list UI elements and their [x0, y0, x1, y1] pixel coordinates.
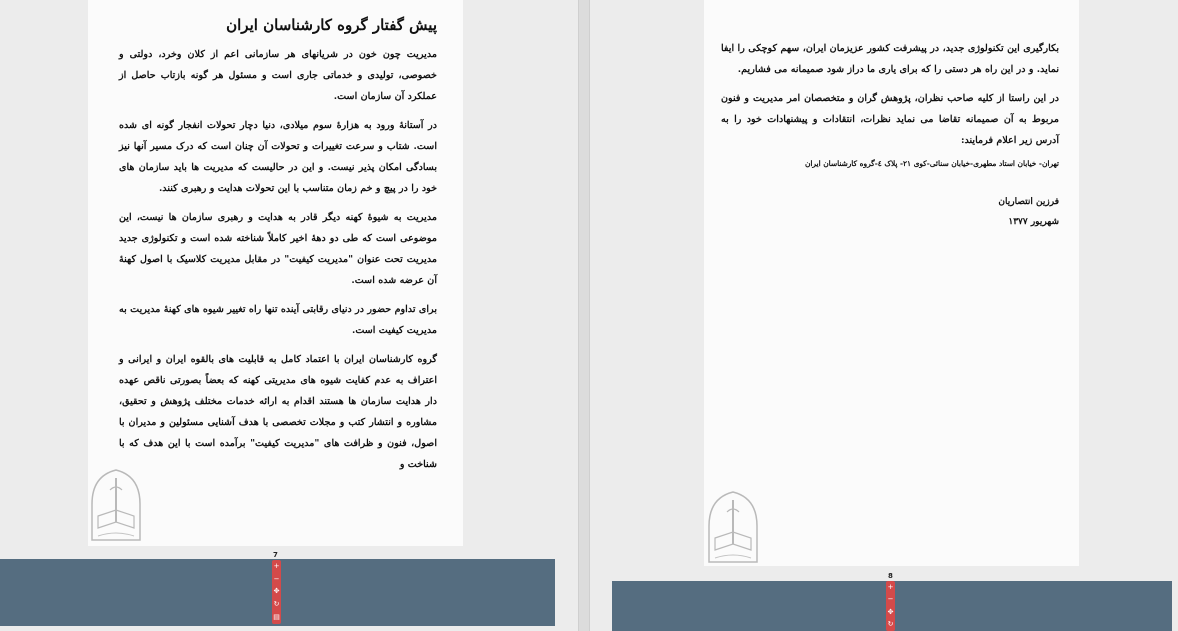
signature-name: فرزین انتصاریان	[998, 197, 1059, 207]
page-heading: پیش گفتار گروه کارشناسان ایران	[226, 16, 437, 34]
paragraph: مدیریت چون خون در شریانهای هر سازمانی اعم از کلان وخرد، دولتی و خصوصی، تولیدی و خدماتی جاری است و مسئول هر گونه بازتاب حاصل از عملکرد آن سازمان است.	[119, 49, 437, 102]
rotate-icon[interactable]: ↻	[273, 600, 280, 609]
paragraph: در آستانهٔ ورود به هزارهٔ سوم میلادی، دنیا دچار تحولات انفجار گونه ای شده است. شتاب و سرعت تغییرات و تحولات آن چنان است که درک مسیر آنها نیز بسادگی امکان پذیر نیست. و این در حالیست که مدیریت ها باید سازمان های خود را در پیچ و خم زمان متناسب با این تحولات هدایت و رهبری کنند.	[119, 120, 437, 194]
paragraph: گروه کارشناسان ایران با اعتماد کامل به قابلیت های بالقوه ایران و ایرانی و اعتراف به عدم کفایت شیوه های مدیریتی کهنه که بعضاً بصورتی ناقص عهده دار هدایت سازمان ها هستند اقدام به ارائه خدمات مختلف پژوهش و تحقیق، مشاوره و انتشار کتب و مجلات تخصصی با هدف آشنایی مسئولین و مدیران با اصول، فنون و ظرافت های "مدیریت کیفیت" برآمده است با این هدف که با شناخت و	[119, 354, 437, 470]
paragraph: بکارگیری این تکنولوژی جدید، در پیشرفت کشور عزیزمان ایران، سهم کوچکی را ایفا نماید. و در این راه هر دستی را که برای یاری ما دراز شود صمیمانه می فشاریم.	[721, 43, 1059, 75]
paragraph: مدیریت به شیوهٔ کهنه دیگر قادر به هدایت و رهبری سازمان ها نیست، این موضوعی است که طی دو دههٔ اخیر کاملاً شناخته شده است و تکنولوژی جدید مدیریت تحت عنوان "مدیریت کیفیت" در مقابل مدیریت کلاسیک با اصول کهنهٔ آن عرضه شده است.	[119, 212, 437, 286]
library-seal-icon	[88, 466, 144, 544]
zoom-in-icon[interactable]: +	[273, 561, 280, 570]
paragraph: برای تداوم حضور در دنیای رقابتی آینده تنها راه تغییر شیوه های کهنهٔ مدیریت به مدیریت کیفیت است.	[119, 304, 437, 336]
spread-divider	[578, 0, 590, 631]
library-seal-icon	[705, 488, 761, 566]
document-page-left	[88, 0, 463, 546]
move-icon[interactable]: ✥	[273, 587, 280, 596]
move-icon[interactable]: ✥	[887, 607, 894, 616]
rotate-icon[interactable]: ↻	[887, 620, 894, 629]
page-tools-left	[272, 560, 281, 624]
zoom-in-icon[interactable]: +	[887, 582, 894, 591]
page-number: 7	[273, 551, 278, 559]
document-page-right	[704, 0, 1079, 566]
paragraph: در این راستا از کلیه صاحب نظران، پژوهش گران و متخصصان امر مدیریت و فنون مربوط به آن صمیمانه تقاضا می نماید نظرات، انتقادات و پیشنهادات خود را به آدرس زیر اعلام فرمایند:	[721, 93, 1059, 146]
print-icon[interactable]: ▤	[273, 613, 280, 622]
postal-address: تهران- خیابان استاد مطهری-خیابان سنائی-کوی ۲۱- پلاک ٤-گروه کارشناسان ایران	[804, 159, 1059, 168]
zoom-out-icon[interactable]: −	[887, 595, 894, 604]
page-number: 8	[888, 572, 893, 580]
zoom-out-icon[interactable]: −	[273, 574, 280, 583]
page-text-left	[119, 16, 437, 483]
signature-date: شهریور ۱۳۷۷	[1008, 217, 1059, 227]
page-tools-right	[886, 581, 895, 631]
page-text-right	[721, 38, 1059, 232]
